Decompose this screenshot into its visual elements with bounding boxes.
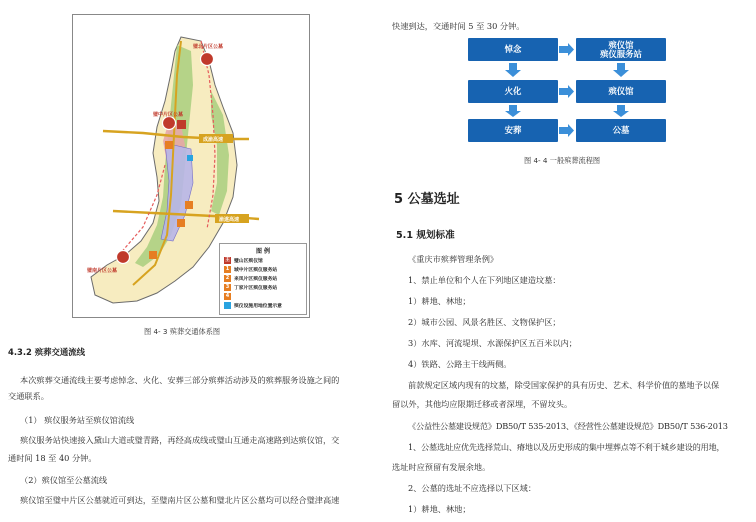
legend-swatch-5 bbox=[224, 302, 231, 309]
station-4 bbox=[149, 251, 157, 259]
section-heading-5-1: 5.1 规划标准 bbox=[396, 230, 455, 241]
legend-item-5 bbox=[224, 301, 282, 309]
map-legend bbox=[219, 243, 307, 315]
label-chengyu: 成渝高速 bbox=[203, 137, 224, 143]
flow-box-daonian: 悼念 bbox=[468, 38, 558, 61]
body-line: 1）耕地、林地； bbox=[408, 296, 471, 306]
paragraph-line: 本次殡葬交通流线主要考虑悼念、火化、安葬三部分殡葬活动涉及的殡葬服务设施之间的 bbox=[20, 375, 340, 385]
body-line: 留以外，其他均应限期迁移或者深埋，不留坟头。 bbox=[392, 399, 573, 409]
body-line: 《公益性公墓建设规范》DB50/T 535-2013、《经营性公墓建设规范》DB50/T 536-2013 bbox=[408, 421, 728, 431]
legend-item-4 bbox=[224, 292, 234, 300]
body-line: 选址时应预留有发展余地。 bbox=[392, 462, 491, 472]
traffic-map bbox=[72, 14, 310, 318]
label-binan: 璧南片区公墓 bbox=[87, 268, 118, 274]
marker-bizhong bbox=[163, 117, 176, 130]
paragraph-line: （2）殡仪馆至公墓流线 bbox=[20, 475, 108, 485]
legend-text-2: 来凤片区殡仪服务站 bbox=[234, 276, 278, 282]
legend-item-2 bbox=[224, 274, 277, 282]
right-column bbox=[378, 0, 756, 522]
flow-arrows bbox=[378, 0, 756, 160]
flow-box-service: 殡仪馆 殡仪服务站 bbox=[576, 38, 666, 61]
label-yusui: 渝遂高速 bbox=[219, 217, 240, 223]
body-line: 2、公墓的选址不应选择以下区域： bbox=[408, 483, 537, 493]
legend-text-5: 殡仪设施用地位置示意 bbox=[234, 303, 282, 309]
flow-box-binyiguan: 殡仪馆 bbox=[576, 80, 666, 103]
body-line: 1、公墓选址应优先选择荒山、瘠地以及历史形成的集中埋葬点等不利于城乡建设的用地， bbox=[408, 442, 725, 452]
paragraph-line: （1） 殡仪服务站至殡仪馆流线 bbox=[20, 415, 135, 425]
body-line: 《重庆市殡葬管理条例》 bbox=[408, 254, 499, 264]
flow-box-gongmu: 公墓 bbox=[576, 119, 666, 142]
legend-text-3: 丁家片区殡仪服务站 bbox=[234, 285, 278, 291]
legend-swatch-3: 3 bbox=[225, 283, 230, 290]
arrow-down-4 bbox=[613, 105, 629, 117]
arrow-right-1 bbox=[559, 43, 574, 56]
facility-site bbox=[187, 155, 193, 161]
body-line: 1）耕地、林地； bbox=[408, 504, 471, 514]
flow-box-huohua: 火化 bbox=[468, 80, 558, 103]
station-1 bbox=[165, 141, 173, 149]
marker-bibei bbox=[201, 53, 214, 66]
arrow-right-2 bbox=[559, 85, 574, 98]
label-bibei: 璧北片区公墓 bbox=[193, 44, 224, 50]
legend-item-0 bbox=[224, 256, 263, 264]
map-caption: 图 4- 3 殡葬交通体系图 bbox=[144, 327, 221, 336]
flow-caption: 图 4- 4 一般殡葬流程图 bbox=[524, 156, 601, 165]
label-bizhong: 璧中片区公墓 bbox=[153, 112, 184, 118]
paragraph-line: 殡仪服务站快速接入黛山大道或璧青路，再经高成线或璧山互通走高速路到达殡仪馆，交 bbox=[20, 435, 340, 445]
arrow-down-2 bbox=[613, 63, 629, 77]
arrow-down-3 bbox=[505, 105, 521, 117]
legend-swatch-4: 4 bbox=[225, 292, 230, 299]
arrow-down-1 bbox=[505, 63, 521, 77]
paragraph-line: 通时间 18 至 40 分钟。 bbox=[8, 453, 97, 463]
section-heading-4-3-2: 4.3.2 殡葬交通流线 bbox=[8, 347, 86, 357]
body-line: 2）城市公园、风景名胜区、文物保护区； bbox=[408, 317, 561, 327]
paragraph-line: 殡仪馆至璧中片区公墓就近可到达，至璧南片区公墓和璧北片区公墓均可以经合璧津高速 bbox=[20, 495, 340, 505]
body-line: 3）水库、河流堤坝、水源保护区五百米以内； bbox=[408, 338, 577, 348]
station-3 bbox=[177, 219, 185, 227]
legend-text-0: 璧山区殡仪馆 bbox=[234, 258, 263, 264]
station-main bbox=[177, 120, 186, 129]
station-2 bbox=[185, 201, 193, 209]
continued-text: 快速到达，交通时间 5 至 30 分钟。 bbox=[392, 21, 525, 31]
legend-title: 图 例 bbox=[255, 248, 271, 255]
arrow-right-3 bbox=[559, 124, 574, 137]
legend-swatch-2: 2 bbox=[225, 274, 230, 281]
paragraph-line: 交通联系。 bbox=[8, 391, 49, 401]
legend-swatch-1: 1 bbox=[225, 265, 230, 272]
legend-item-1 bbox=[224, 265, 277, 273]
legend-swatch-0: 主 bbox=[224, 256, 230, 263]
body-line: 前款规定区域内现有的坟墓，除受国家保护的具有历史、艺术、科学价值的墓地予以保 bbox=[408, 380, 720, 390]
chapter-heading: 5 公墓选址 bbox=[394, 192, 460, 207]
marker-binan bbox=[117, 251, 130, 264]
legend-text-1: 城中片区殡仪服务站 bbox=[234, 267, 278, 273]
body-line: 4）铁路、公路主干线两侧。 bbox=[408, 359, 512, 369]
body-line: 1、禁止单位和个人在下列地区建造坟墓： bbox=[408, 275, 561, 285]
flow-box-anzang: 安葬 bbox=[468, 119, 558, 142]
legend-item-3 bbox=[224, 283, 277, 291]
